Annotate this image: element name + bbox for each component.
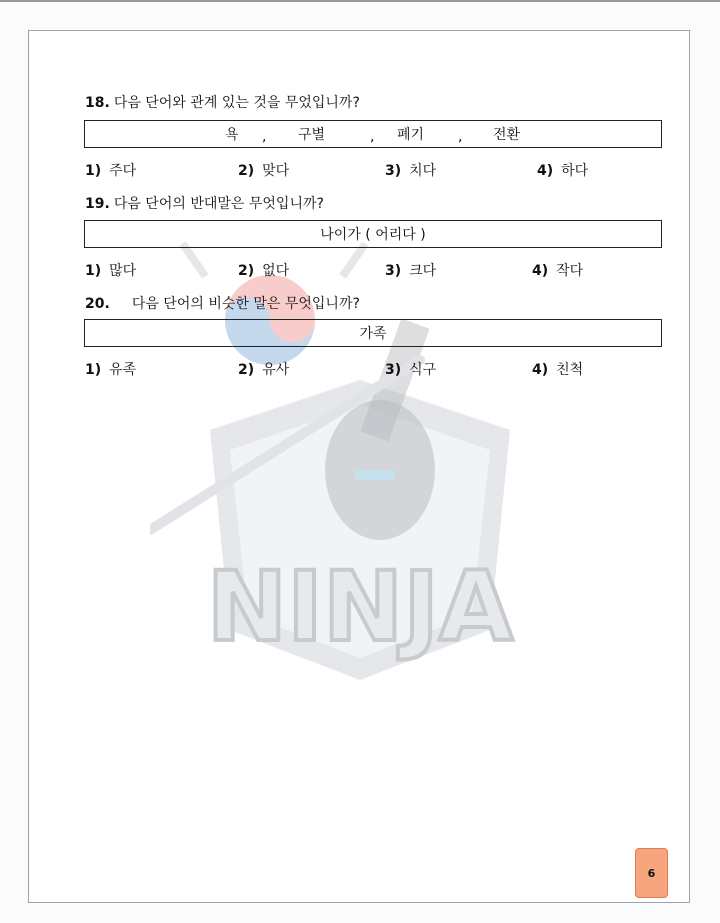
question-20 [85, 293, 360, 313]
option-20-2: 2) 유사 [238, 362, 290, 378]
box-comma: , [370, 129, 375, 145]
box-word: 욕 [225, 127, 239, 143]
word-box-20 [84, 319, 662, 347]
page-number: 6 [635, 848, 668, 898]
option-18-2: 2) 맞다 [238, 163, 290, 179]
option-19-2: 2) 없다 [238, 263, 290, 279]
box-text: 나이가 ( 어리다 ) [320, 227, 426, 243]
word-box-18 [84, 120, 662, 148]
box-comma: , [262, 129, 267, 145]
option-18-4: 4) 하다 [537, 163, 589, 179]
option-20-4: 4) 친척 [532, 362, 584, 378]
question-text: 다음 단어의 반대말은 무엇입니까? [113, 196, 324, 212]
option-19-4: 4) 작다 [532, 263, 584, 279]
svg-text:NINJA: NINJA [206, 551, 514, 663]
box-word: 구별 [298, 127, 326, 143]
box-word: 전환 [493, 127, 521, 143]
option-18-1: 1) 주다 [85, 163, 137, 179]
option-20-1: 1) 유족 [85, 362, 137, 378]
box-word: 폐기 [397, 127, 425, 143]
question-number: 18. [85, 95, 110, 111]
question-text: 다음 단어와 관계 있는 것을 무었입니까? [113, 95, 360, 111]
box-text: 가족 [359, 326, 387, 342]
option-19-3: 3) 크다 [385, 263, 437, 279]
ninja-logo-icon [150, 200, 570, 700]
box-comma: , [458, 129, 463, 145]
question-number: 20. [85, 296, 110, 312]
option-19-1: 1) 많다 [85, 263, 137, 279]
question-number: 19. [85, 196, 110, 212]
question-18 [85, 92, 360, 112]
option-20-3: 3) 식구 [385, 362, 437, 378]
word-box-19 [84, 220, 662, 248]
question-text: 다음 단어의 비슷한 말은 무엇입니까? [131, 296, 360, 312]
option-18-3: 3) 치다 [385, 163, 437, 179]
top-divider [0, 0, 720, 2]
question-19 [85, 193, 324, 213]
